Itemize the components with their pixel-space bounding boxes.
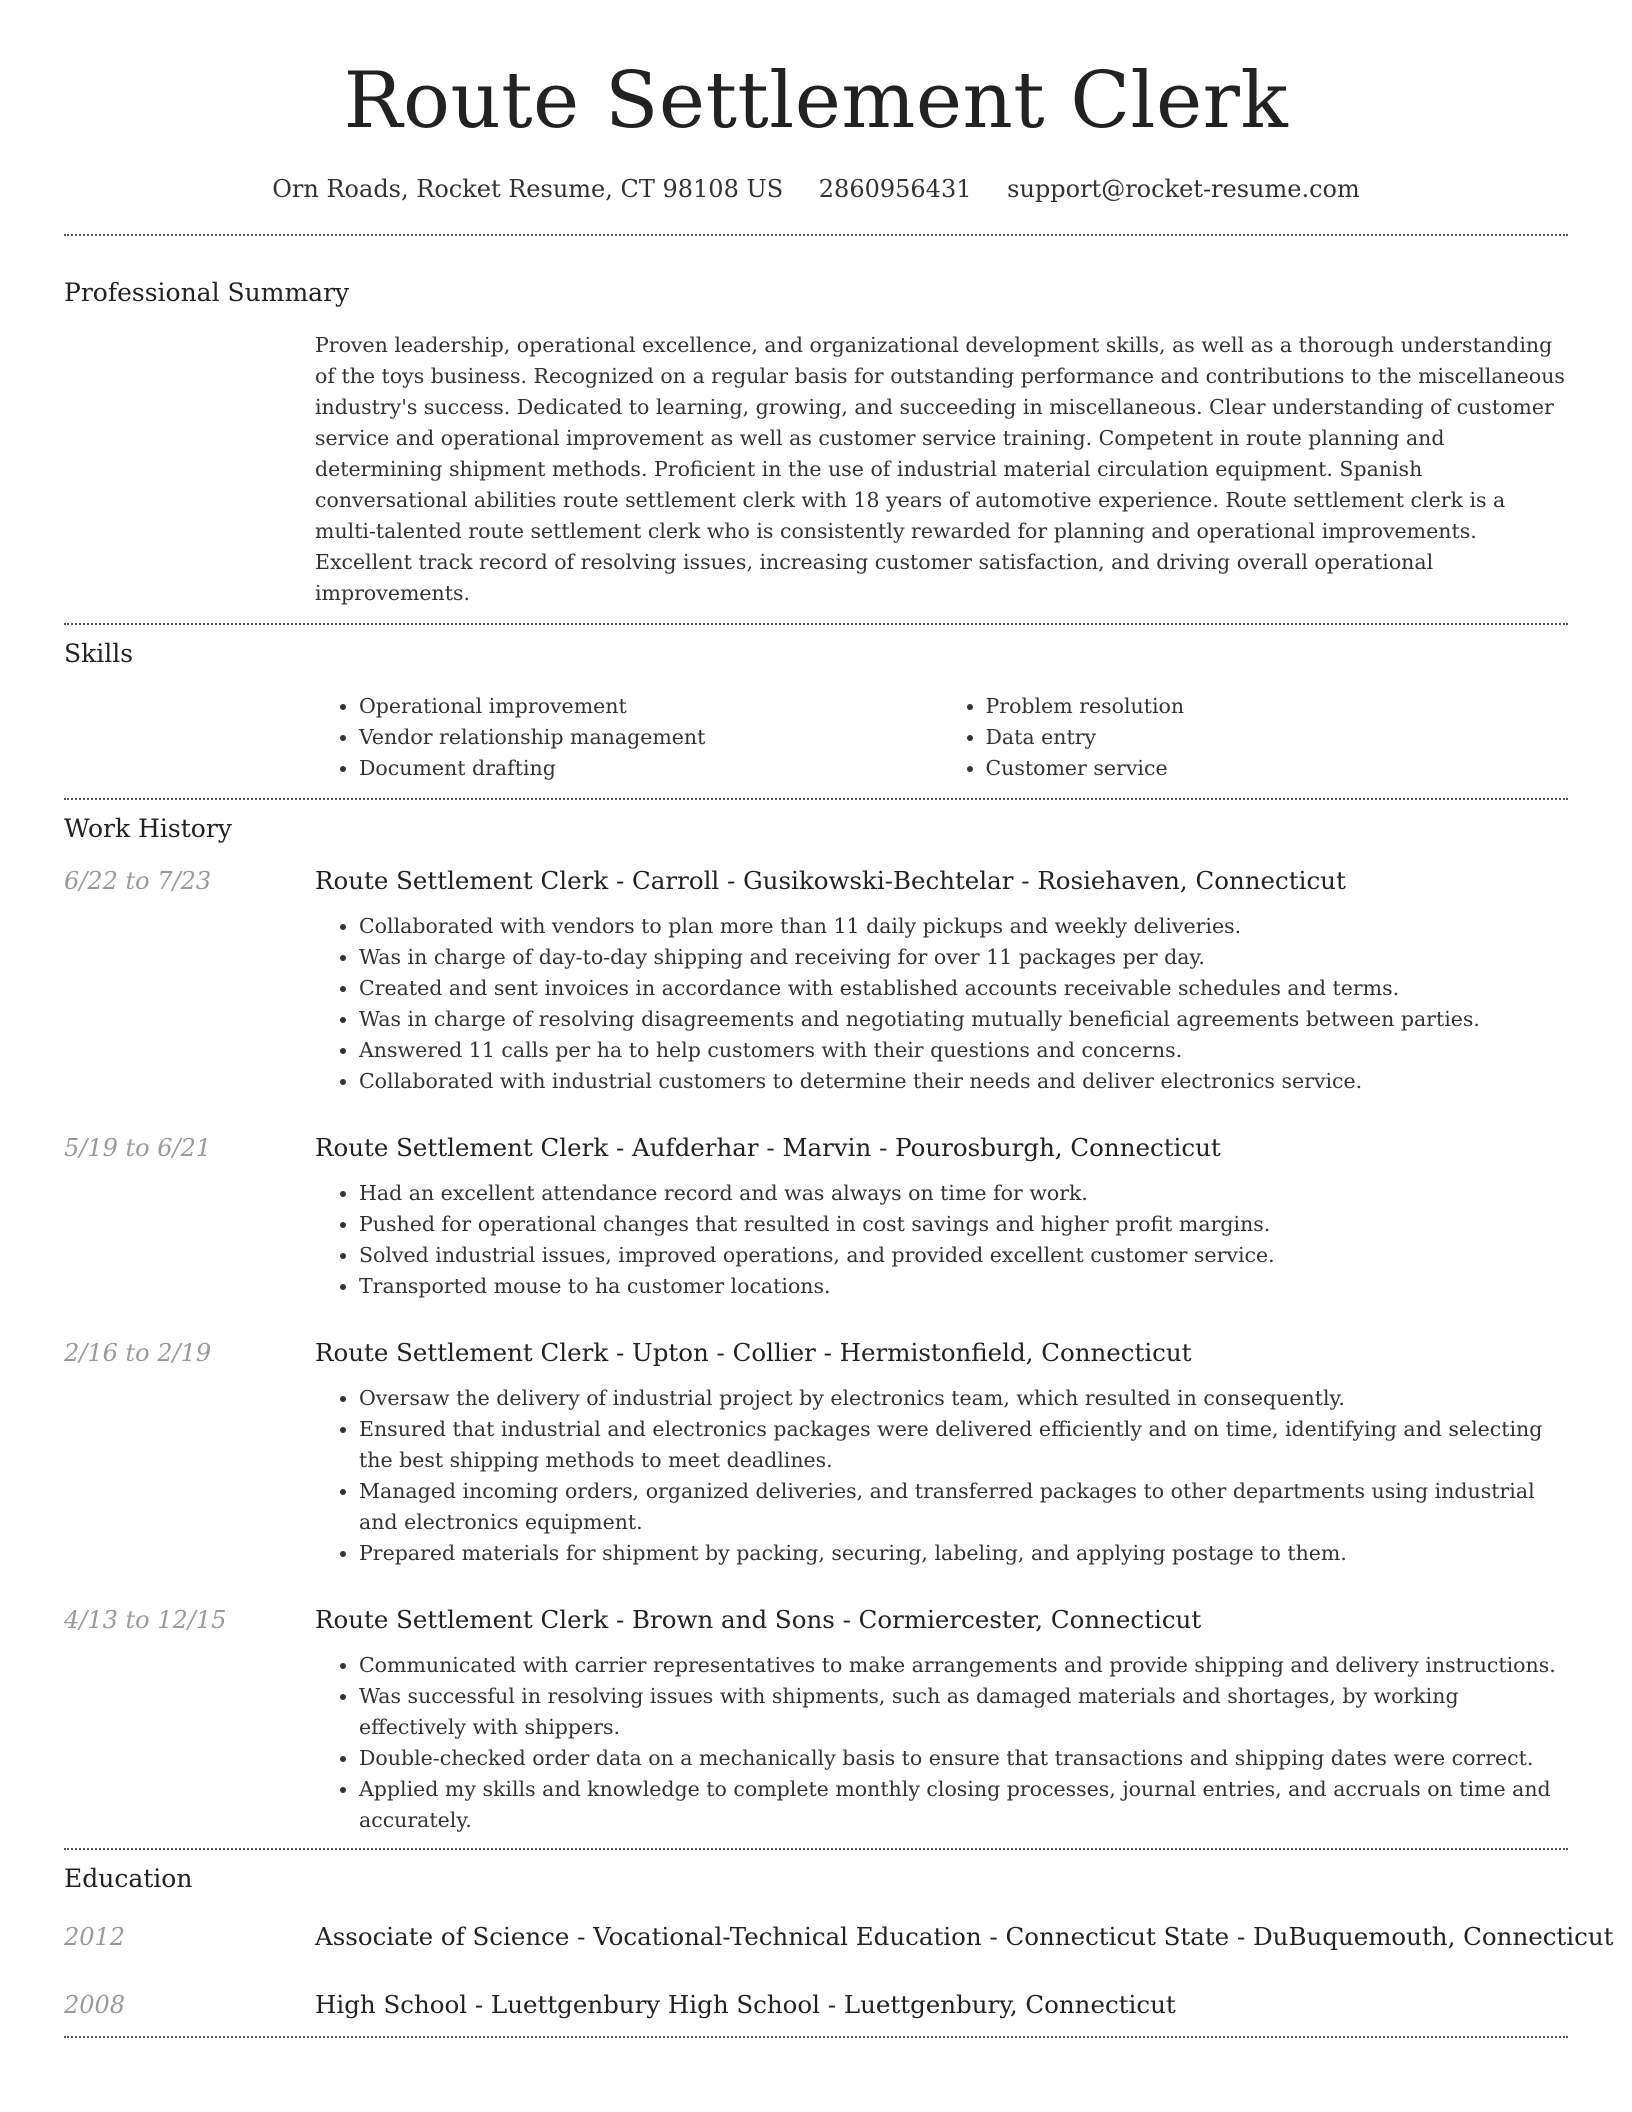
- job-body: [315, 1131, 1568, 1302]
- skills-grid: [315, 691, 1568, 784]
- skill-item: • Operational improvement: [359, 691, 942, 722]
- resume-header: [64, 0, 1568, 206]
- job-title: Route Settlement Clerk - Brown and Sons - Cormiercester, Connecticut: [315, 1605, 1202, 1634]
- job-dates: 6/22 to 7/23: [64, 867, 212, 895]
- job-bullet: • Had an excellent attendance record and was always on time for work.: [359, 1178, 1568, 1209]
- section-title-summary: Professional Summary: [64, 278, 350, 307]
- job-bullets: [315, 1650, 1568, 1836]
- contact-line: [64, 172, 1568, 206]
- job-bullet: • Managed incoming orders, organized deliveries, and transferred packages to other departments using industrial and electronics equipment.: [359, 1476, 1568, 1538]
- job-bullet: • Was in charge of resolving disagreements and negotiating mutually beneficial agreements between parties.: [359, 1004, 1568, 1035]
- job-body: [315, 1336, 1568, 1569]
- job-bullets: [315, 1178, 1568, 1302]
- job-bullet: • Oversaw the delivery of industrial project by electronics team, which resulted in consequently.: [359, 1383, 1568, 1414]
- work-history-section: [64, 800, 1568, 1848]
- education-entry: [64, 1920, 1614, 1954]
- job-bullet: • Solved industrial issues, improved operations, and provided excellent customer service.: [359, 1240, 1568, 1271]
- job-entry: [64, 864, 1568, 1097]
- job-title: Route Settlement Clerk - Aufderhar - Marvin - Pourosburgh, Connecticut: [315, 1133, 1221, 1162]
- candidate-name: Route Settlement Clerk: [343, 56, 1289, 146]
- job-bullet: • Double-checked order data on a mechanically basis to ensure that transactions and shipping dates were correct.: [359, 1743, 1568, 1774]
- job-bullet: • Was successful in resolving issues with shipments, such as damaged materials and shortages, by working effectively with shippers.: [359, 1681, 1568, 1743]
- job-bullets: [315, 911, 1568, 1097]
- job-bullet: • Communicated with carrier representatives to make arrangements and provide shipping and delivery instructions.: [359, 1650, 1568, 1681]
- job-entry: [64, 1336, 1568, 1569]
- job-bullet: • Collaborated with industrial customers to determine their needs and deliver electronics service.: [359, 1066, 1568, 1097]
- skill-item: • Problem resolution: [986, 691, 1569, 722]
- job-bullet: • Answered 11 calls per ha to help customers with their questions and concerns.: [359, 1035, 1568, 1066]
- education-section: [64, 1850, 1614, 2036]
- job-bullet: • Created and sent invoices in accordance with established accounts receivable schedules and terms.: [359, 973, 1568, 1004]
- summary-section: [64, 236, 1568, 623]
- education-entry: [64, 1988, 1568, 2022]
- education-year: 2008: [64, 1991, 126, 2019]
- contact-phone: 2860956431: [818, 175, 972, 203]
- summary-text: Proven leadership, operational excellence, and organizational development skills, as well as a thorough understanding of the toys business. Recognized on a regular basis for outstanding performance and contributions to the miscellaneous industry's success. Dedicated to learning, growing, and succeeding in miscellaneous. Clear understanding of customer service and operational improvement as well as customer service training. Competent in route planning and determining shipment methods. Proficient in the use of industrial material circulation equipment. Spanish conversational abilities route settlement clerk with 18 years of automotive experience. Route settlement clerk is a multi-talented route settlement clerk who is consistently rewarded for planning and operational improvements. Excellent track record of resolving issues, increasing customer satisfaction, and driving overall operational improvements.: [315, 333, 1565, 605]
- job-bullets: [315, 1383, 1568, 1569]
- skills-list-left: [315, 691, 942, 784]
- section-title-education: Education: [64, 1864, 193, 1893]
- job-bullet: • Collaborated with vendors to plan more than 11 daily pickups and weekly deliveries.: [359, 911, 1568, 942]
- job-bullet: • Was in charge of day-to-day shipping and receiving for over 11 packages per day.: [359, 942, 1568, 973]
- skills-section: [64, 625, 1568, 798]
- section-title-work: Work History: [64, 814, 232, 843]
- education-year: 2012: [64, 1923, 126, 1951]
- job-body: [315, 1603, 1568, 1836]
- contact-email: support@rocket-resume.com: [1007, 175, 1360, 203]
- job-title: Route Settlement Clerk - Upton - Collier - Hermistonfield, Connecticut: [315, 1338, 1192, 1367]
- skill-item: • Document drafting: [359, 753, 942, 784]
- skills-list-right: [942, 691, 1569, 784]
- job-bullet: • Ensured that industrial and electronics packages were delivered efficiently and on time, identifying and selecting the best shipping methods to meet deadlines.: [359, 1414, 1568, 1476]
- skill-item: • Data entry: [986, 722, 1569, 753]
- skill-item: • Vendor relationship management: [359, 722, 942, 753]
- job-bullet: • Pushed for operational changes that resulted in cost savings and higher profit margins.: [359, 1209, 1568, 1240]
- education-title: Associate of Science - Vocational-Technical Education - Connecticut State - DuBuquemouth, Connecticut: [315, 1922, 1614, 1951]
- job-bullet: • Transported mouse to ha customer locations.: [359, 1271, 1568, 1302]
- job-bullet: • Applied my skills and knowledge to complete monthly closing processes, journal entries, and accruals on time and accurately.: [359, 1774, 1568, 1836]
- divider: [64, 2036, 1568, 2038]
- job-entry: [64, 1131, 1568, 1302]
- job-entry: [64, 1603, 1568, 1836]
- education-title: High School - Luettgenbury High School - Luettgenbury, Connecticut: [315, 1990, 1176, 2019]
- skill-item: • Customer service: [986, 753, 1569, 784]
- job-dates: 2/16 to 2/19: [64, 1339, 212, 1367]
- job-dates: 4/13 to 12/15: [64, 1606, 227, 1634]
- job-dates: 5/19 to 6/21: [64, 1134, 212, 1162]
- job-body: [315, 864, 1568, 1097]
- contact-address: Orn Roads, Rocket Resume, CT 98108 US: [272, 175, 784, 203]
- job-bullet: • Prepared materials for shipment by packing, securing, labeling, and applying postage to them.: [359, 1538, 1568, 1569]
- job-title: Route Settlement Clerk - Carroll - Gusikowski-Bechtelar - Rosiehaven, Connecticut: [315, 866, 1346, 895]
- section-title-skills: Skills: [64, 639, 134, 668]
